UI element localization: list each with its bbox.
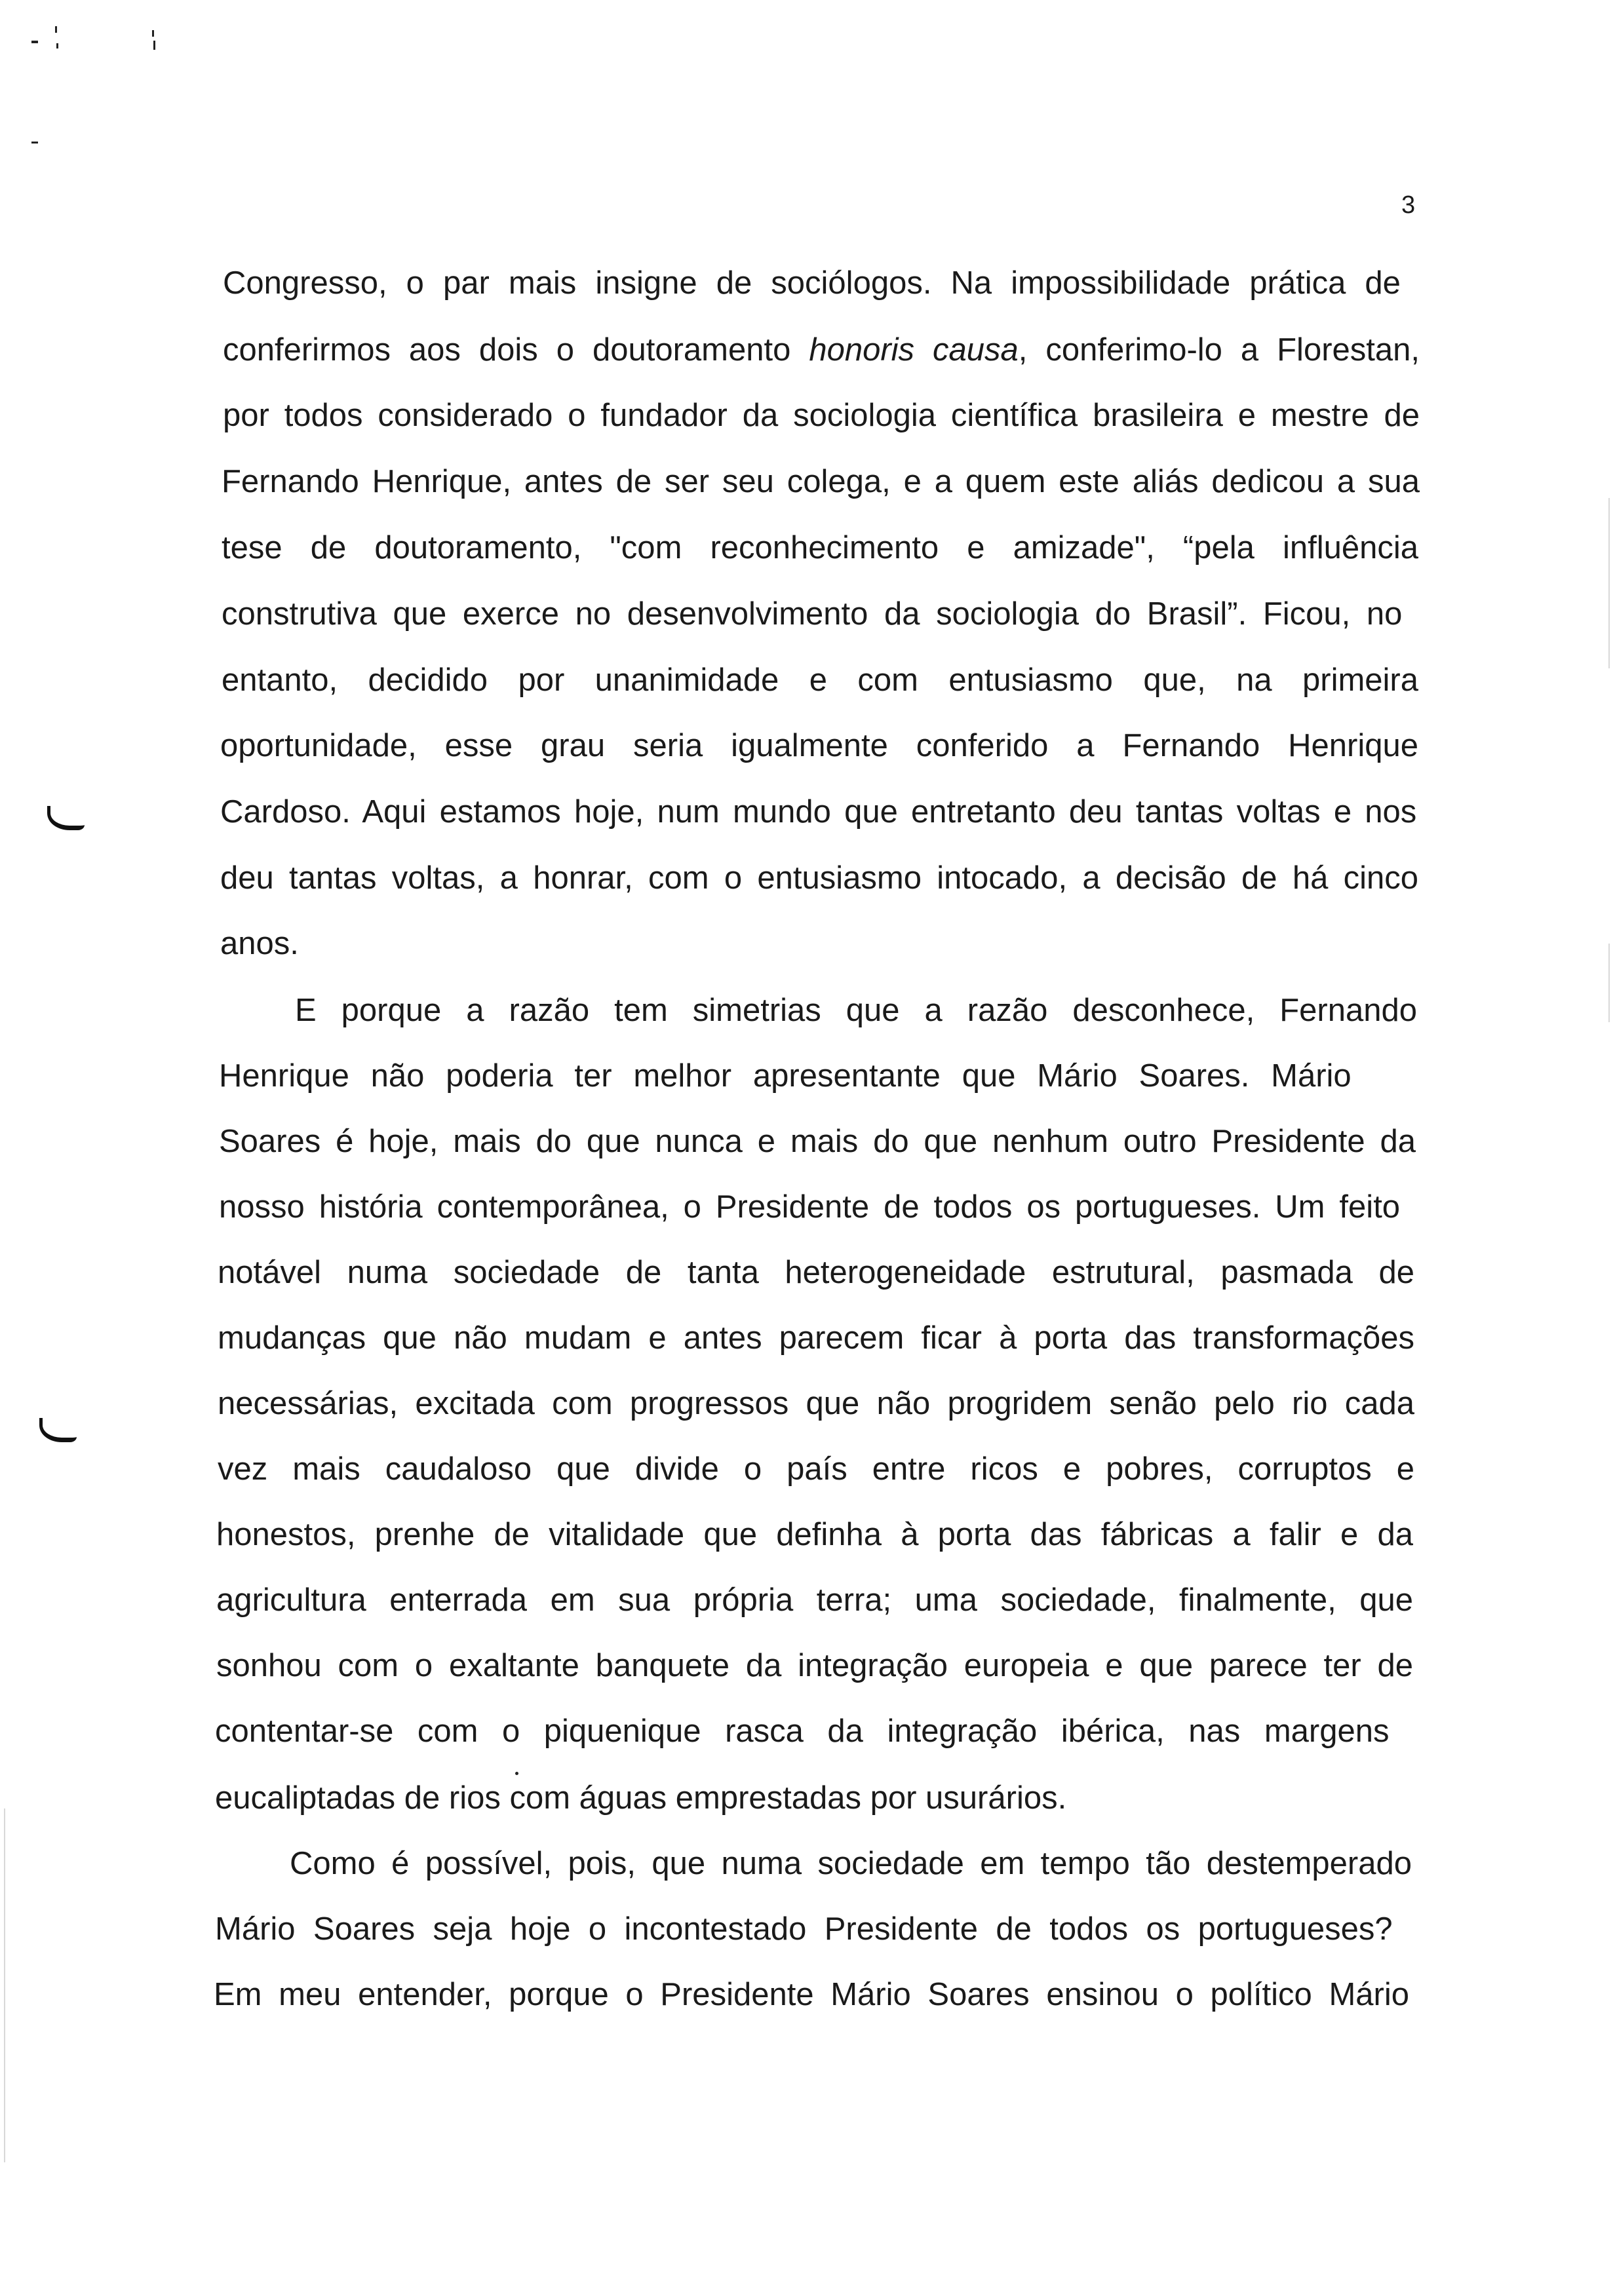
text-segment: Henrique não poderia ter melhor apresentante que Mário Soares. Mário xyxy=(219,1058,1352,1094)
text-segment: Mário Soares seja hoje o incontestado Presidente de todos os portugueses? xyxy=(215,1911,1393,1947)
text-line xyxy=(0,528,1615,567)
text-segment: honestos, prenhe de vitalidade que definha à porta das fábricas a falir e da xyxy=(216,1517,1413,1552)
margin-mark xyxy=(39,1418,77,1442)
text-line xyxy=(0,1056,1615,1096)
text-line xyxy=(0,1253,1615,1292)
italic-phrase: honoris causa xyxy=(809,332,1019,368)
text-segment: entanto, decidido por unanimidade e com entusiasmo que, na primeira xyxy=(222,662,1418,698)
text-line xyxy=(0,1844,1615,1883)
text-line xyxy=(0,1122,1615,1161)
scan-speck xyxy=(152,30,154,37)
text-line xyxy=(0,1909,1615,1949)
scan-speck xyxy=(31,41,38,43)
text-segment: deu tantas voltas, a honrar, com o entusiasmo intocado, a decisão de há cinco xyxy=(220,860,1418,896)
text-segment: E porque a razão tem simetrias que a razão desconhece, Fernando xyxy=(295,993,1417,1028)
scan-speck xyxy=(56,43,58,48)
text-line xyxy=(0,263,1615,303)
text-segment: tese de doutoramento, "com reconhecimento e amizade", “pela influência xyxy=(222,530,1418,565)
text-line xyxy=(0,330,1615,370)
text-segment: nosso história contemporânea, o Presidente de todos os portugueses. Um feito xyxy=(219,1189,1401,1225)
text-line xyxy=(0,1975,1615,2014)
text-segment: mudanças que não mudam e antes parecem ficar à porta das transformações xyxy=(218,1320,1414,1356)
text-segment: eucaliptadas de rios com águas emprestadas por usurários. xyxy=(215,1780,1067,1816)
text-segment: conferirmos aos dois o doutoramento xyxy=(223,332,791,368)
text-segment: construtiva que exerce no desenvolvimento da sociologia do Brasil”. Ficou, no xyxy=(222,596,1403,632)
scan-edge-line xyxy=(1608,944,1610,1022)
text-segment: necessárias, excitada com progressos que não progridem senão pelo rio cada xyxy=(218,1386,1414,1421)
text-line xyxy=(0,991,1615,1030)
text-segment: contentar-se com o piquenique rasca da integração ibérica, nas margens xyxy=(215,1713,1390,1749)
text-line xyxy=(0,1580,1615,1620)
scan-edge-line xyxy=(4,1808,5,2162)
text-segment: sonhou com o exaltante banquete da integração europeia e que parece ter de xyxy=(216,1648,1413,1683)
text-line xyxy=(0,858,1615,898)
text-line xyxy=(0,1449,1615,1489)
text-segment: vez mais caudaloso que divide o país entre ricos e pobres, corruptos e xyxy=(218,1451,1414,1487)
text-segment: anos. xyxy=(220,926,299,961)
text-line xyxy=(0,792,1615,832)
text-segment: oportunidade, esse grau seria igualmente conferido a Fernando Henrique xyxy=(220,728,1418,763)
text-segment: , conferimo-lo a Florestan, xyxy=(1018,332,1420,368)
text-segment: Fernando Henrique, antes de ser seu colega, e a quem este aliás dedicou a sua xyxy=(222,464,1420,499)
text-line xyxy=(0,1712,1615,1751)
page-number: 3 xyxy=(1401,191,1416,219)
text-line xyxy=(0,1515,1615,1554)
text-segment: Congresso, o par mais insigne de sociólogos. Na impossibilidade prática de xyxy=(223,265,1401,301)
scan-speck xyxy=(55,26,57,33)
text-line xyxy=(0,1318,1615,1358)
text-line xyxy=(0,726,1615,765)
text-segment: agricultura enterrada em sua própria terra; uma sociedade, finalmente, que xyxy=(216,1582,1413,1618)
text-line xyxy=(0,396,1615,435)
text-segment: Soares é hoje, mais do que nunca e mais do que nenhum outro Presidente da xyxy=(219,1124,1416,1159)
text-line xyxy=(0,660,1615,700)
text-segment: notável numa sociedade de tanta heterogeneidade estrutural, pasmada de xyxy=(218,1255,1414,1290)
text-line xyxy=(0,924,1615,963)
text-line xyxy=(0,1384,1615,1423)
scan-edge-line xyxy=(1608,498,1610,668)
text-segment: Cardoso. Aqui estamos hoje, num mundo que entretanto deu tantas voltas e nos xyxy=(220,794,1417,830)
text-line xyxy=(0,1187,1615,1227)
text-line xyxy=(0,462,1615,501)
text-line xyxy=(0,594,1615,634)
scan-speck xyxy=(515,1772,518,1775)
text-line xyxy=(0,1778,1615,1818)
text-line xyxy=(0,1646,1615,1685)
text-segment: por todos considerado o fundador da sociologia científica brasileira e mestre de xyxy=(223,398,1420,433)
text-segment: Como é possível, pois, que numa sociedade em tempo tão destemperado xyxy=(290,1846,1412,1881)
scan-speck xyxy=(31,142,38,144)
text-segment: Em meu entender, porque o Presidente Mário Soares ensinou o político Mário xyxy=(214,1977,1409,2012)
scan-speck xyxy=(153,41,155,50)
